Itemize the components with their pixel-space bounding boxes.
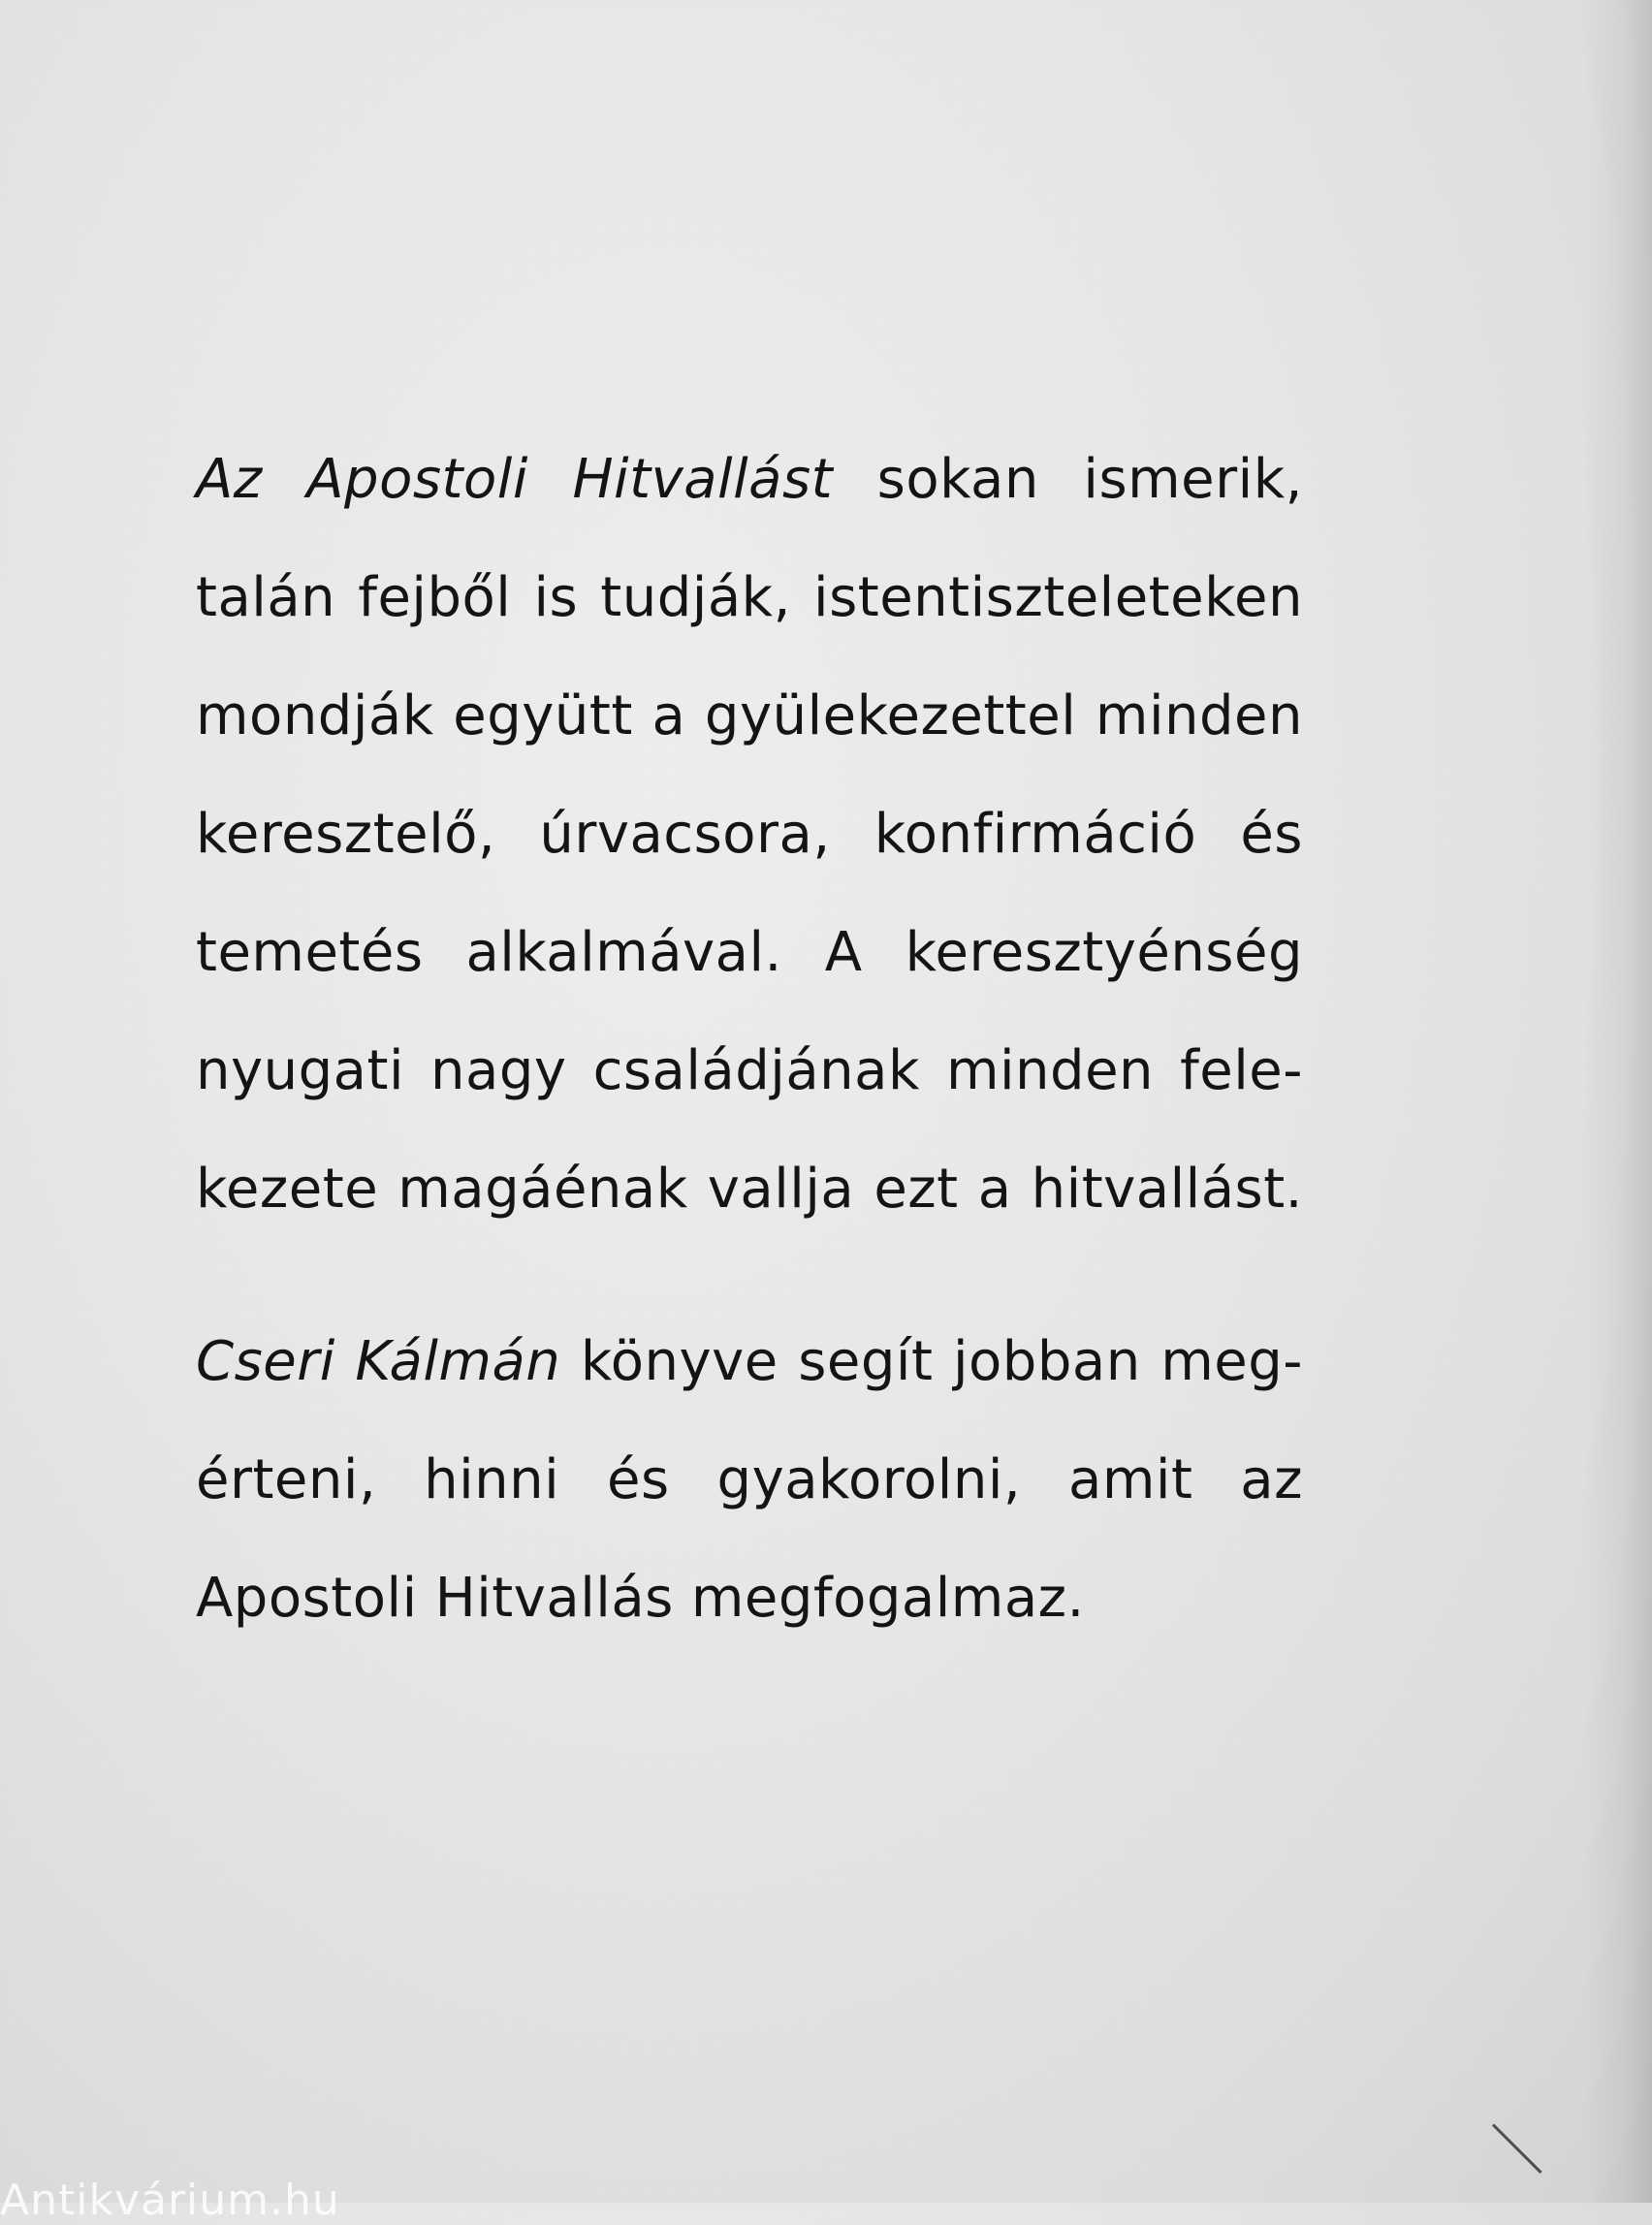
word: megfogalmaz.: [690, 1567, 1085, 1630]
watermark: Antikvárium.hu: [0, 2176, 340, 2225]
word: keresztelő,: [196, 803, 496, 866]
word: gyülekezettel: [704, 684, 1077, 747]
text-line: [196, 1421, 1303, 1540]
corner-crease: [1492, 2123, 1542, 2174]
word: konfirmáció: [874, 803, 1197, 866]
word: Az: [196, 448, 263, 511]
word: alkalmával.: [465, 921, 782, 984]
author-second-word: Kálmán: [355, 1330, 561, 1393]
text-line: [196, 894, 1303, 1012]
text-line: [196, 776, 1303, 894]
word: Hitvallást: [572, 448, 834, 511]
word: Apostoli: [196, 1567, 418, 1630]
text-line: [196, 421, 1303, 539]
word: minden: [945, 1039, 1155, 1102]
word: érteni,: [196, 1448, 377, 1511]
word: és: [607, 1448, 670, 1511]
text-line: [196, 1540, 1303, 1658]
word: fele-: [1180, 1039, 1303, 1102]
word: Hitvallás: [434, 1567, 674, 1630]
word: gyakorolni,: [716, 1448, 1022, 1511]
text-line: [196, 1303, 1303, 1421]
text-line: [196, 1130, 1303, 1249]
word: Apostoli: [306, 448, 528, 511]
word: segít: [798, 1330, 934, 1393]
word: sokan: [876, 448, 1039, 511]
word: az: [1240, 1448, 1303, 1511]
word: keresztyénség: [905, 921, 1303, 984]
word: családjának: [592, 1039, 920, 1102]
word: A: [824, 921, 863, 984]
word: is: [533, 566, 579, 629]
word: ezt: [874, 1158, 959, 1221]
word: istentiszteleteken: [813, 566, 1303, 629]
page-edge-shadow: [1584, 0, 1652, 2203]
word: mondják: [196, 684, 434, 747]
word: amit: [1068, 1448, 1193, 1511]
word: tudják,: [600, 566, 791, 629]
word: magáénak: [397, 1158, 688, 1221]
word: jobban: [952, 1330, 1141, 1393]
text-line: [196, 657, 1303, 776]
word: hinni: [424, 1448, 560, 1511]
word: úrvacsora,: [539, 803, 831, 866]
word: talán: [196, 566, 336, 629]
word: a: [651, 684, 686, 747]
word: és: [1240, 803, 1303, 866]
word: temetés: [196, 921, 424, 984]
word: könyve: [580, 1330, 778, 1393]
word: fejből: [358, 566, 512, 629]
word: kezete: [196, 1158, 379, 1221]
word: meg-: [1160, 1330, 1303, 1393]
word: vallja: [707, 1158, 855, 1221]
paragraph-intro: [196, 421, 1303, 1249]
word: nagy: [430, 1039, 567, 1102]
text-line: [196, 539, 1303, 657]
word: hitvallást.: [1031, 1158, 1303, 1221]
word: minden: [1095, 684, 1303, 747]
word: nyugati: [196, 1039, 405, 1102]
word: ismerik,: [1083, 448, 1303, 511]
text-line: [196, 1012, 1303, 1130]
word: együtt: [453, 684, 633, 747]
word: a: [977, 1158, 1012, 1221]
paragraph-author: [196, 1303, 1303, 1658]
author-first-word: Cseri: [196, 1330, 335, 1393]
